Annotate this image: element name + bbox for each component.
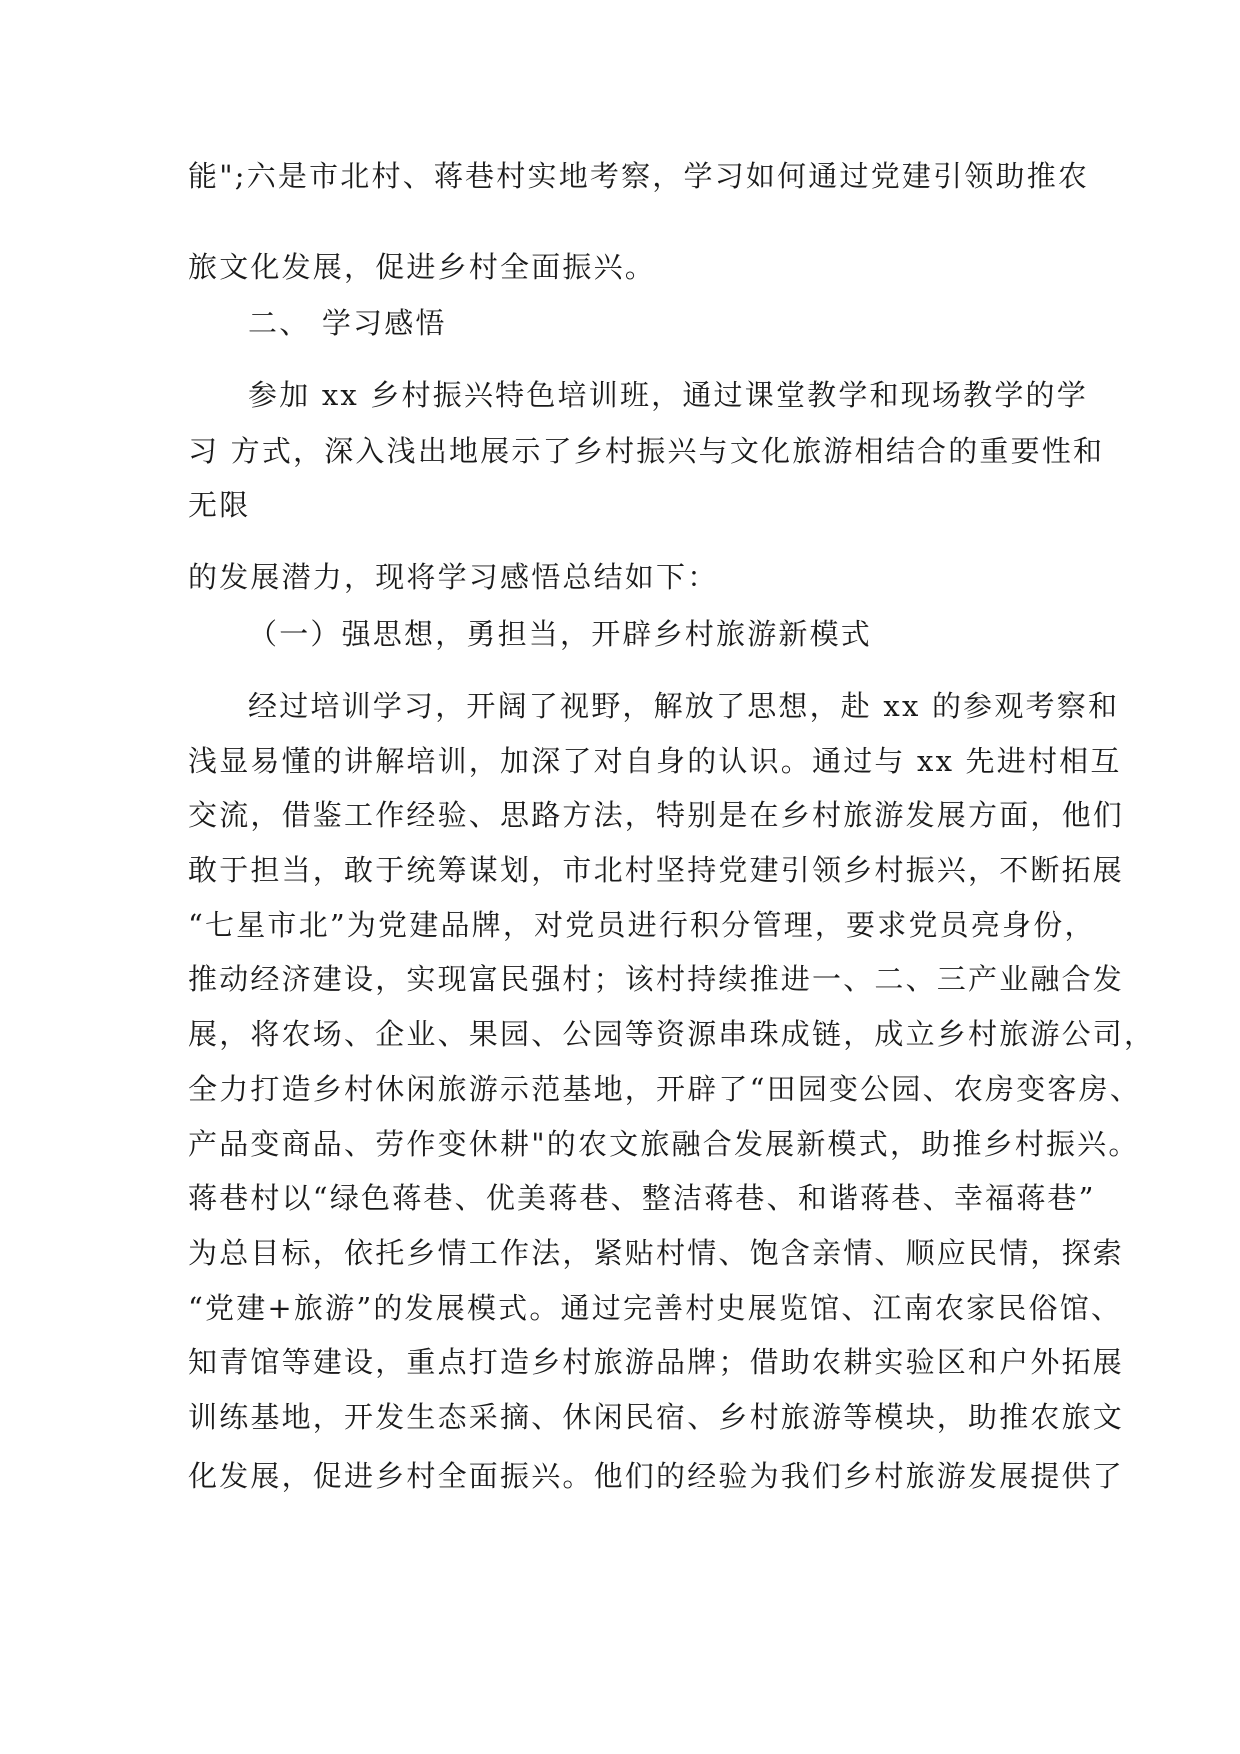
text-line-18: 蒋巷村以“绿色蒋巷、优美蒋巷、整洁蒋巷、和谐蒋巷、幸福蒋巷” (188, 1181, 1096, 1215)
text-line-14: 推动经济建设，实现富民强村；该村持续推进一、二、三产业融合发 (188, 962, 1125, 996)
text-line-2: 旅文化发展，促进乡村全面振兴。 (188, 250, 657, 284)
section-heading: 二、 学习感悟 (248, 306, 447, 340)
text-line-23: 化发展，促进乡村全面振兴。他们的经验为我们乡村旅游发展提供了 (188, 1459, 1125, 1493)
text-line-11: 交流，借鉴工作经验、思路方法，特别是在乡村旅游发展方面，他们 (188, 798, 1125, 832)
text-line-16: 全力打造乡村休闲旅游示范基地，开辟了“田园变公园、农房变客房、 (188, 1072, 1142, 1106)
subsection-heading: （一）强思想，勇担当，开辟乡村旅游新模式 (248, 617, 873, 651)
text-line-17: 产品变商品、劳作变休耕"的农文旅融合发展新模式，助推乡村振兴。 (188, 1127, 1140, 1161)
text-line-4: 参加 xx 乡村振兴特色培训班，通过课堂教学和现场教学的学 (248, 378, 1088, 412)
text-line-13: “七星市北”为党建品牌，对党员进行积分管理，要求党员亮身份， (188, 908, 1096, 942)
text-line-7: 的发展潜力，现将学习感悟总结如下： (188, 560, 719, 594)
text-line-12: 敢于担当，敢于统筹谋划，市北村坚持党建引领乡村振兴，不断拓展 (188, 853, 1125, 887)
text-line-10: 浅显易懂的讲解培训，加深了对自身的认识。通过与 xx 先进村相互 (188, 744, 1122, 778)
text-line-1: 能";六是市北村、蒋巷村实地考察，学习如何通过党建引领助推农 (188, 159, 1090, 193)
text-line-22: 训练基地，开发生态采摘、休闲民宿、乡村旅游等模块，助推农旅文 (188, 1400, 1125, 1434)
text-line-9: 经过培训学习，开阔了视野，解放了思想，赴 xx 的参观考察和 (248, 689, 1120, 723)
text-line-6: 无限 (188, 488, 251, 522)
text-line-20: “党建+旅游”的发展模式。通过完善村史展览馆、江南农家民俗馆、 (188, 1291, 1123, 1325)
text-line-5: 习 方式，深入浅出地展示了乡村振兴与文化旅游相结合的重要性和 (188, 434, 1105, 468)
text-line-15: 展，将农场、企业、果园、公园等资源串珠成链，成立乡村旅游公司， (188, 1017, 1156, 1051)
text-line-21: 知青馆等建设，重点打造乡村旅游品牌；借助农耕实验区和户外拓展 (188, 1345, 1125, 1379)
text-line-19: 为总目标，依托乡情工作法，紧贴村情、饱含亲情、顺应民情，探索 (188, 1236, 1125, 1270)
